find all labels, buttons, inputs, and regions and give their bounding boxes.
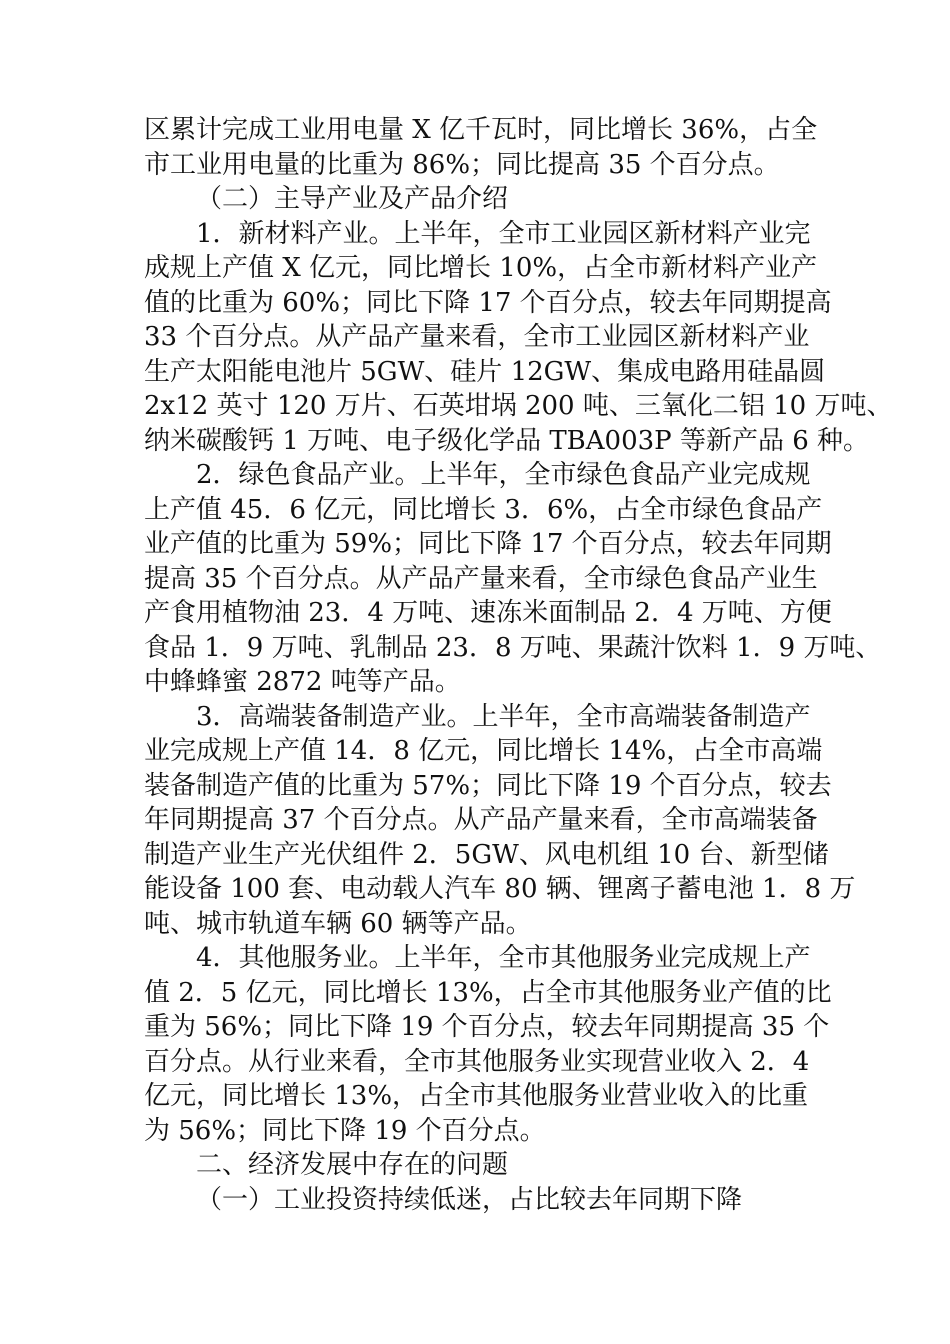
text-line: 业产值的比重为 59%；同比下降 17 个百分点，较去年同期 — [144, 529, 832, 559]
text-line: 年同期提高 37 个百分点。从产品产量来看，全市高端装备 — [144, 805, 818, 835]
text-line: 成规上产值 X 亿元，同比增长 10%，占全市新材料产业产 — [144, 253, 818, 283]
text-line: 重为 56%；同比下降 19 个百分点，较去年同期提高 35 个 — [144, 1012, 830, 1042]
text-line: 值的比重为 60%；同比下降 17 个百分点，较去年同期提高 — [144, 287, 832, 318]
text-line: 产食用植物油 23．4 万吨、速冻米面制品 2．4 万吨、方便 — [144, 598, 832, 628]
text-line: 2．绿色食品产业。上半年，全市绿色食品产业完成规 — [196, 460, 811, 490]
text-line: 中蜂蜂蜜 2872 吨等产品。 — [144, 667, 461, 697]
text-line: 提高 35 个百分点。从产品产量来看，全市绿色食品产业生 — [144, 563, 818, 594]
text-line: 业完成规上产值 14．8 亿元，同比增长 14%，占全市高端 — [144, 736, 823, 766]
text-line: 能设备 100 套、电动载人汽车 80 辆、锂离子蓄电池 1．8 万 — [144, 874, 856, 904]
text-line: 纳米碳酸钙 1 万吨、电子级化学品 TBA003P 等新产品 6 种。 — [144, 425, 870, 456]
text-line: 值 2．5 亿元，同比增长 13%，占全市其他服务业产值的比 — [144, 977, 832, 1008]
text-line: 市工业用电量的比重为 86%；同比提高 35 个百分点。 — [144, 149, 780, 180]
text-line: 亿元，同比增长 13%，占全市其他服务业营业收入的比重 — [144, 1081, 809, 1111]
text-line: 33 个百分点。从产品产量来看，全市工业园区新材料产业 — [144, 322, 810, 352]
text-line: 吨、城市轨道车辆 60 辆等产品。 — [144, 908, 532, 939]
text-line: （一）工业投资持续低迷，占比较去年同期下降 — [196, 1184, 743, 1215]
text-line: 1．新材料产业。上半年，全市工业园区新材料产业完 — [196, 218, 811, 249]
text-line: 2x12 英寸 120 万片、石英坩埚 200 吨、三氧化二铝 10 万吨、 — [144, 391, 893, 421]
text-line: （二）主导产业及产品介绍 — [196, 184, 509, 214]
text-line: 生产太阳能电池片 5GW、硅片 12GW、集成电路用硅晶圆 — [144, 356, 826, 387]
text-line: 二、经济发展中存在的问题 — [196, 1150, 509, 1180]
text-line: 3．高端装备制造产业。上半年，全市高端装备制造产 — [196, 701, 811, 732]
document-body — [144, 113, 893, 1217]
text-line: 制造产业生产光伏组件 2．5GW、风电机组 10 台、新型储 — [144, 839, 829, 870]
text-line: 装备制造产值的比重为 57%；同比下降 19 个百分点，较去 — [144, 770, 832, 801]
text-line: 区累计完成工业用电量 X 亿千瓦时，同比增长 36%，占全 — [144, 115, 818, 145]
text-line: 食品 1．9 万吨、乳制品 23．8 万吨、果蔬汁饮料 1．9 万吨、 — [144, 632, 882, 663]
text-line: 上产值 45．6 亿元，同比增长 3．6%，占全市绿色食品产 — [144, 494, 823, 525]
text-line: 为 56%；同比下降 19 个百分点。 — [144, 1115, 546, 1146]
text-line: 百分点。从行业来看，全市其他服务业实现营业收入 2．4 — [144, 1046, 810, 1077]
text-line: 4．其他服务业。上半年，全市其他服务业完成规上产 — [196, 943, 811, 973]
